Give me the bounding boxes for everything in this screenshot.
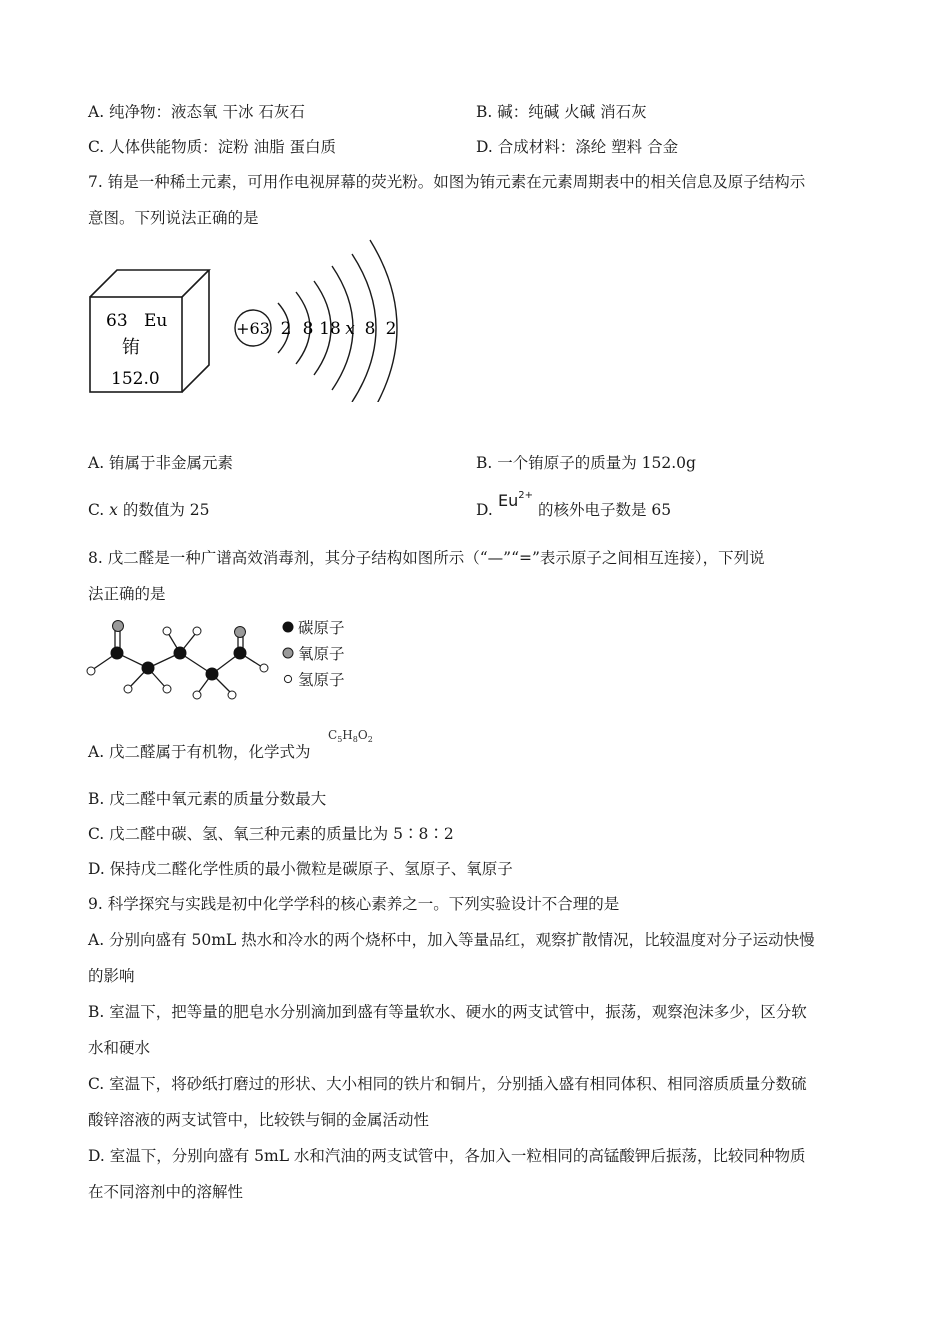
q8-option-b: B. 戊二醛中氧元素的质量分数最大 bbox=[88, 790, 327, 808]
q7-option-c bbox=[88, 500, 210, 520]
q7-stem-line1: 7. 铕是一种稀土元素，可用作电视屏幕的荧光粉。如图为铕元素在元素周期表中的相关信息及原子结构示 bbox=[88, 173, 806, 191]
q7-option-d-charge: 2+ bbox=[518, 490, 533, 501]
oxygen-atom bbox=[113, 621, 124, 632]
legend-hydrogen-label: 氢原子 bbox=[298, 671, 345, 689]
hydrogen-atom bbox=[193, 691, 201, 699]
q8-option-a-text: A. 戊二醛属于有机物，化学式为 bbox=[88, 743, 311, 761]
q9-option-a-line2: 的影响 bbox=[88, 967, 135, 985]
glutaraldehyde-molecule bbox=[82, 616, 282, 706]
hydrogen-atom bbox=[228, 691, 236, 699]
atomic-number: 63 bbox=[106, 311, 128, 331]
q8-stem-line2: 法正确的是 bbox=[88, 585, 166, 603]
q9-option-a-line1: A. 分别向盛有 50mL 热水和冷水的两个烧杯中，加入等量品红，观察扩散情况，比较温度对分子运动快慢 bbox=[88, 931, 815, 949]
q8-formula: $C_5H_8O_2$ bbox=[328, 728, 373, 744]
hydrogen-atom bbox=[193, 627, 201, 635]
q9-option-c-line1: C. 室温下，将砂纸打磨过的形状、大小相同的铁片和铜片，分别插入盛有相同体积、相同溶质质量分数硫 bbox=[88, 1075, 807, 1093]
q9-option-c-line2: 酸锌溶液的两支试管中，比较铁与铜的金属活动性 bbox=[88, 1111, 430, 1129]
hydrogen-atom bbox=[87, 667, 95, 675]
q7-option-c-prefix: C. bbox=[88, 501, 110, 519]
q9-option-d-line1: D. 室温下，分别向盛有 5mL 水和汽油的两支试管中，各加入一粒相同的高锰酸钾后振荡，比较同种物质 bbox=[88, 1147, 806, 1165]
legend-oxygen-dot bbox=[281, 646, 295, 660]
oxygen-atom bbox=[235, 627, 246, 638]
carbon-atom bbox=[174, 647, 187, 660]
legend-carbon-label: 碳原子 bbox=[298, 619, 345, 637]
hydrogen-atom bbox=[260, 664, 268, 672]
hydrogen-atom bbox=[163, 685, 171, 693]
legend-hydrogen-dot bbox=[281, 672, 295, 686]
carbon-atom bbox=[142, 662, 155, 675]
q9-option-d-line2: 在不同溶剂中的溶解性 bbox=[88, 1183, 244, 1201]
hydrogen-atom bbox=[163, 627, 171, 635]
q7-option-b: B. 一个铕原子的质量为 152.0g bbox=[476, 454, 696, 472]
atomic-mass: 152.0 bbox=[111, 369, 160, 389]
element-name: 铕 bbox=[122, 337, 140, 358]
q8-option-a bbox=[88, 742, 311, 762]
q6-option-b: B. 碱：纯碱 火碱 消石灰 bbox=[476, 103, 647, 121]
shell-1-electrons: 2 bbox=[280, 319, 292, 339]
shell-5-electrons: 8 bbox=[364, 319, 376, 339]
europium-figure bbox=[80, 232, 420, 402]
q7-stem-line2: 意图。下列说法正确的是 bbox=[88, 209, 259, 227]
shell-3-electrons: 18 bbox=[319, 319, 341, 339]
shell-2-electrons: 8 bbox=[302, 319, 314, 339]
q8-stem-line1: 8. 戊二醛是一种广谱高效消毒剂，其分子结构如图所示（“—”“=”表示原子之间相互连接），下列说 bbox=[88, 549, 765, 567]
q7-option-d-prefix: D. bbox=[476, 501, 493, 519]
shell-4-electrons: x bbox=[345, 319, 355, 339]
q6-option-c: C. 人体供能物质：淀粉 油脂 蛋白质 bbox=[88, 138, 337, 156]
hydrogen-atom bbox=[124, 685, 132, 693]
carbon-atom bbox=[111, 647, 124, 660]
q6-option-d: D. 合成材料：涤纶 塑料 合金 bbox=[476, 138, 679, 156]
q9-option-b-line1: B. 室温下，把等量的肥皂水分别滴加到盛有等量软水、硬水的两支试管中，振荡，观察泡沫多少，区分软 bbox=[88, 1003, 807, 1021]
q9-option-b-line2: 水和硬水 bbox=[88, 1039, 151, 1057]
legend-carbon-dot bbox=[281, 620, 295, 634]
q7-option-c-variable: x bbox=[109, 501, 118, 519]
q6-option-a: A. 纯净物：液态氧 干冰 石灰石 bbox=[88, 103, 305, 121]
nucleus-charge: +63 bbox=[236, 319, 270, 338]
q7-option-a: A. 铕属于非金属元素 bbox=[88, 454, 234, 472]
carbon-atom bbox=[206, 668, 219, 681]
q8-option-d: D. 保持戊二醛化学性质的最小微粒是碳原子、氢原子、氧原子 bbox=[88, 860, 513, 878]
q7-option-c-suffix: 的数值为 25 bbox=[117, 501, 210, 519]
legend-oxygen-label: 氧原子 bbox=[298, 645, 345, 663]
shell-6-electrons: 2 bbox=[385, 319, 397, 339]
carbon-atom bbox=[234, 647, 247, 660]
q7-option-d-ion: $Eu^{2+}$ bbox=[498, 490, 533, 510]
q9-stem: 9. 科学探究与实践是初中化学学科的核心素养之一。下列实验设计不合理的是 bbox=[88, 895, 620, 913]
q8-option-c: C. 戊二醛中碳、氢、氧三种元素的质量比为 5∶8∶2 bbox=[88, 825, 454, 843]
q7-option-d-suffix: 的核外电子数是 65 bbox=[538, 501, 672, 519]
element-symbol: Eu bbox=[144, 311, 168, 331]
